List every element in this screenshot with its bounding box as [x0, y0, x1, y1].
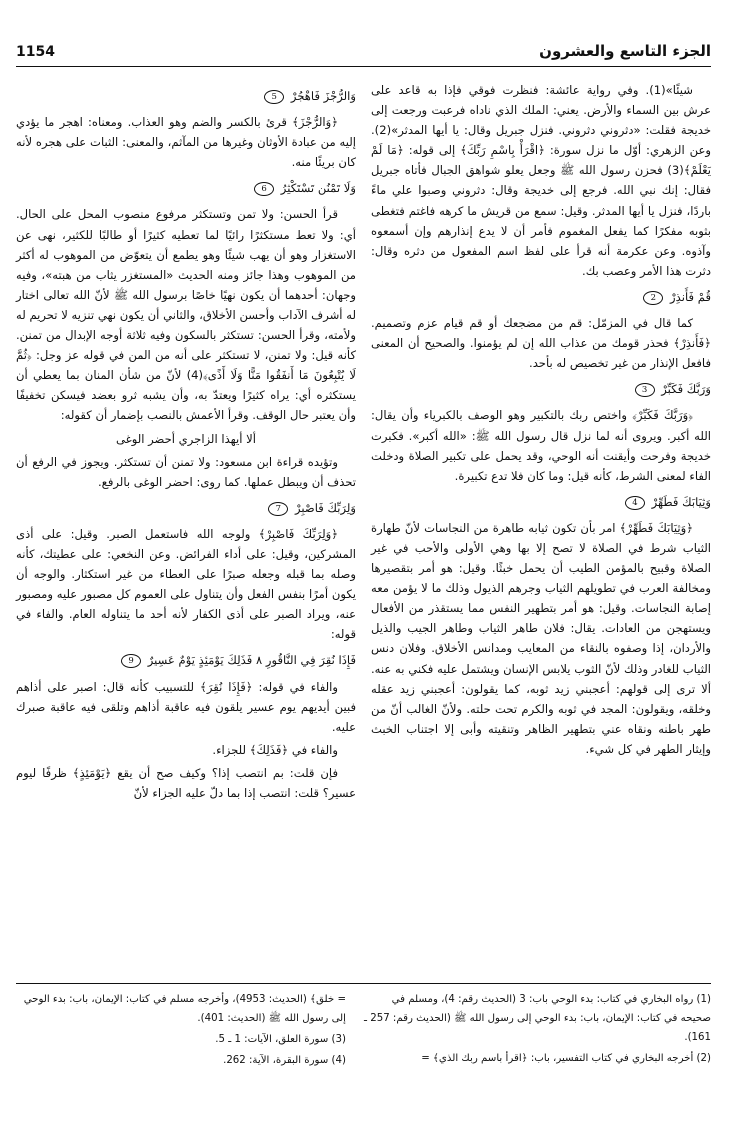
- right-column: [371, 80, 711, 762]
- verse-text: وَرَبَّكَ فَكَبِّرْ: [657, 382, 711, 397]
- verse-number: 3: [635, 383, 655, 397]
- verse-number: 2: [643, 291, 663, 305]
- commentary-paragraph: كما قال في المزمّل: قم من مضجعك أو قم قيام عزم وتصميم. ﴿فَأَنذِرْ﴾ فحذر قومك من عذاب الله إن لم يؤمنوا. والصحيح أن المعنى فافعل الإنذار من غير تخصيص له بأحد.: [371, 316, 711, 371]
- footnote: (1) رواه البخاري في كتاب: بدء الوحي باب: 3 (الحديث رقم: 4)، ومسلم في صحيحه في كتاب: الإيمان، باب: بدء الوحي إلى رسول الله ﷺ (الحديث رقم: 257 ـ 161).: [364, 994, 711, 1043]
- verse-number: 5: [264, 90, 284, 104]
- commentary-paragraph: ﴿وَرَبَّكَ فَكَبِّرْ﴾ واختص ربك بالتكبير وهو الوصف بالكبرياء وأن يقال: الله أكبر. ويروى أنه لما نزل قال رسول الله ﷺ: «الله أكبر». فكبرت خديجة وفرحت وأيقنت أنه الوحي، وقد يحمل على تكبير الصلاة ودخلت الفاء لمعنى الشرط، كأنه قيل: وما كان فلا تدع تكبيرة.: [371, 408, 711, 483]
- verse-text: وَالرُّجْزَ فَاهْجُرْ: [287, 89, 356, 103]
- verse-text: وَثِيَابَكَ فَطَهِّرْ: [647, 494, 711, 509]
- verse-text: وَلَا تَمْنُن تَسْتَكْثِرُ: [277, 181, 356, 196]
- footnote: = خلق﴾ (الحديث: 4953)، وأخرجه مسلم في كتاب: الإيمان، باب: بدء الوحي إلى رسول الله ﷺ (الحديث: 401).: [23, 994, 346, 1024]
- quran-verse: [371, 287, 711, 307]
- footnotes-right: [361, 990, 711, 1070]
- commentary-paragraph: قرأ الحسن: ولا تمن وتستكثر مرفوع منصوب المحل على الحال. أي: ولا تعط مستكثرًا رائيًا لما تعطيه كثيرًا أو طالبًا للكثير، نهى عن الاستغزار وهو أن يهب شيئًا وهو يطمع أن يتعوّض من الموهوب له أكثر من الموهوب وهذا جائز ومنه الحديث «المستغزر يثاب من هبته»، وفيه وجهان: أحدهما أن يكون نهيًا خاصًا برسول الله ﷺ لأنّ الله تعالى اختار له أشرف الآداب وأحسن الأخلاق، والثاني أن يكون نهي تنزيه لا تحريم له ولأمته، وقرأ الحسن: تستكثر بالسكون وفيه ثلاثة أوجه الإبدال من تمنن. كأنه قيل: ولا تمنن، لا تستكثر على أنه من المن في قوله عز وجل: ﴿ثُمَّ لَا يُتْبِعُونَ مَا أَنفَقُوا مَنًّا وَلَا أَذًى﴾(4) لأنّ من شأن المنان بما يعطي أن يستكثره أي: يراه كثيرًا ويعتدّ به، وأن يشبه ثرو بعضد فيسكن تخفيفًا وأن يعتبر حال الوقف. وقرأ الأعمش بالنصب بإضمار أن كقوله:: [16, 207, 356, 423]
- running-header: [16, 40, 711, 67]
- footnotes-left: [16, 990, 346, 1072]
- commentary-paragraph: والفاء في قوله: ﴿فَإِذَا نُقِرَ﴾ للتسبيب كأنه قال: اصبر على أذاهم فبين أيديهم يوم عسير يلقون فيه عاقبة أذاهم وتلقى فيه عاقبة صبرك عليه.: [16, 679, 356, 734]
- footnote-divider: [16, 983, 711, 984]
- verse-text: فَإِذَا نُقِرَ فِي النَّاقُورِ ٨ فَذَلِكَ يَوْمَئِذٍ يَوْمٌ عَسِيرٌ: [144, 653, 356, 668]
- quran-verse: [16, 498, 356, 518]
- quran-verse: [16, 86, 356, 106]
- footnote: (3) سورة العلق، الآيات: 1 ـ 5.: [215, 1034, 346, 1045]
- verse-number: 9: [121, 654, 141, 668]
- verse-text: قُمْ فَأَنذِرْ: [666, 289, 711, 304]
- left-column: [16, 80, 356, 806]
- quran-verse: [371, 492, 711, 512]
- commentary-paragraph: والفاء في ﴿فَذَلِكَ﴾ للجزاء.: [212, 742, 338, 757]
- verse-text: وَلِرَبِّكَ فَاصْبِرْ: [291, 500, 356, 515]
- commentary-paragraph: وتؤيده قراءة ابن مسعود: ولا تمنن أن تستكثر. ويجوز في الرفع أن تحذف أن ويبطل عملها. كما روى: احضر الوغى بالرفع.: [16, 454, 356, 489]
- commentary-paragraph: ﴿وَالرُّجْزَ﴾ قرئ بالكسر والضم وهو العذاب. ومعناه: اهجر ما يؤدي إليه من عبادة الأوثان وغيرها من المآثم، والمعنى: الثبات على هجره لأنه كان بريئًا منه.: [16, 115, 356, 170]
- page-number: 1154: [16, 44, 55, 60]
- commentary-paragraph: شيئًا»(1). وفي رواية عائشة: فنظرت فوقي فإذا به قاعد على عرش بين السماء والأرض. يعني: الملك الذي ناداه فرعبت ورجعت إلى خديجة فقلت: «دثروني دثروني. فنزل جبريل وقال: يا أيها المدثر»(2). وعن الزهري: أوّل ما نزل سورة: ﴿اقْرَأْ بِاسْمِ رَبِّكَ﴾ إلى قوله: ﴿مَا لَمْ يَعْلَمْ﴾(3) فحزن رسول الله ﷺ وجعل يعلو شواهق الجبال فأتاه جبريل فقال: إنك نبي الله. فرجع إلى خديجة وقال: دثروني وصبوا علي ماءً باردًا، فنزل يا أيها المدثر. وقيل: سمع من قريش ما كرهه فاغتم فتغطى بثوبه مفكرًا كما يفعل المغموم فأمر أن لا يدع إنذارهم وإن أسمعوه وآذوه. وعن عكرمة أنه قرأ على لفظ اسم المفعول من دثره وقال: دثرت هذا الأمر وعصب بك.: [371, 83, 711, 278]
- verse-number: 4: [625, 496, 645, 510]
- verse-number: 6: [254, 182, 274, 196]
- poetry-line: ألا أيهذا الزاجري أحضر الوغى: [116, 431, 256, 446]
- commentary-paragraph: ﴿وَثِيَابَكَ فَطَهِّرْ﴾ امر بأن تكون ثيابه طاهرة من النجاسات لأنّ طهارة الثياب شرط في الصلاة لا تصح إلا بها وهي الأولى والأحب في غير الصلاة وقبيح بالمؤمن الطيب أن يحمل خبثًا. وقيل: هو أمر بتقصيرها ومخالفة العرب في تطويلهم الثياب وجرهم الذيول وذلك ما لا يؤمن معه إصابة النجاسات. وقيل: هو أمر بتطهير النفس مما يستقذر من الأفعال ويستهجن من العادات. يقال: فلان طاهر الثياب وطاهر الجيب والذيل والأردان، إذا وصفوه بالنقاء من المعايب ومدانس الأخلاق. وفلان دنس الثياب للغادر وذلك لأنّ الثوب يلابس الإنسان ويشتمل عليه فكني به عنه. ألا ترى إلى قولهم: أعجبني زيد ثوبه، كما يقولون: أعجبني زيد عقله وخلقه، ويقولون: المجد في ثوبه والكرم تحت حلته. ولأنّ الغالب أنّ من طهر باطنه ونقاه عني بتطهير الظاهر وتنقيته وأبى إلا اجتناب الخبث وإيثار الطهر في كل شيء.: [371, 520, 711, 756]
- quran-verse: [16, 178, 356, 198]
- quran-verse: [371, 379, 711, 399]
- footnote: (2) أخرجه البخاري في كتاب التفسير، باب: ﴿اقرأ باسم ربك الذي﴾ =: [421, 1053, 711, 1064]
- commentary-paragraph: ﴿وَلِرَبِّكَ فَاصْبِرْ﴾ ولوجه الله فاستعمل الصبر. وقيل: على أذى المشركين، وقيل: على أداء الفرائض. وعن النخعي: على عطيتك، كأنه وصله بما قبله وجعله صبرًا على العطاء من غير استكثار. والوجه أن يكون أمرًا بنفس الفعل وأن يتناول على العموم كل مصبور عليه ومصبور عنه، ويراد الصبر على أذى الكفار لأنه أحد ما يتناوله العام. والفاء في قوله:: [16, 526, 356, 642]
- verse-number: 7: [268, 502, 288, 516]
- footnote: (4) سورة البقرة، الآية: 262.: [223, 1055, 346, 1066]
- running-title: الجزء التاسع والعشرون: [539, 42, 711, 60]
- quran-verse: [16, 650, 356, 670]
- commentary-paragraph: فإن قلت: بم انتصب إذا؟ وكيف صح أن يقع ﴿يَوْمَئِذٍ﴾ ظرفًا ليوم عسير؟ قلت: انتصب إذا بما دلّ عليه الجزاء لأنّ: [16, 765, 356, 800]
